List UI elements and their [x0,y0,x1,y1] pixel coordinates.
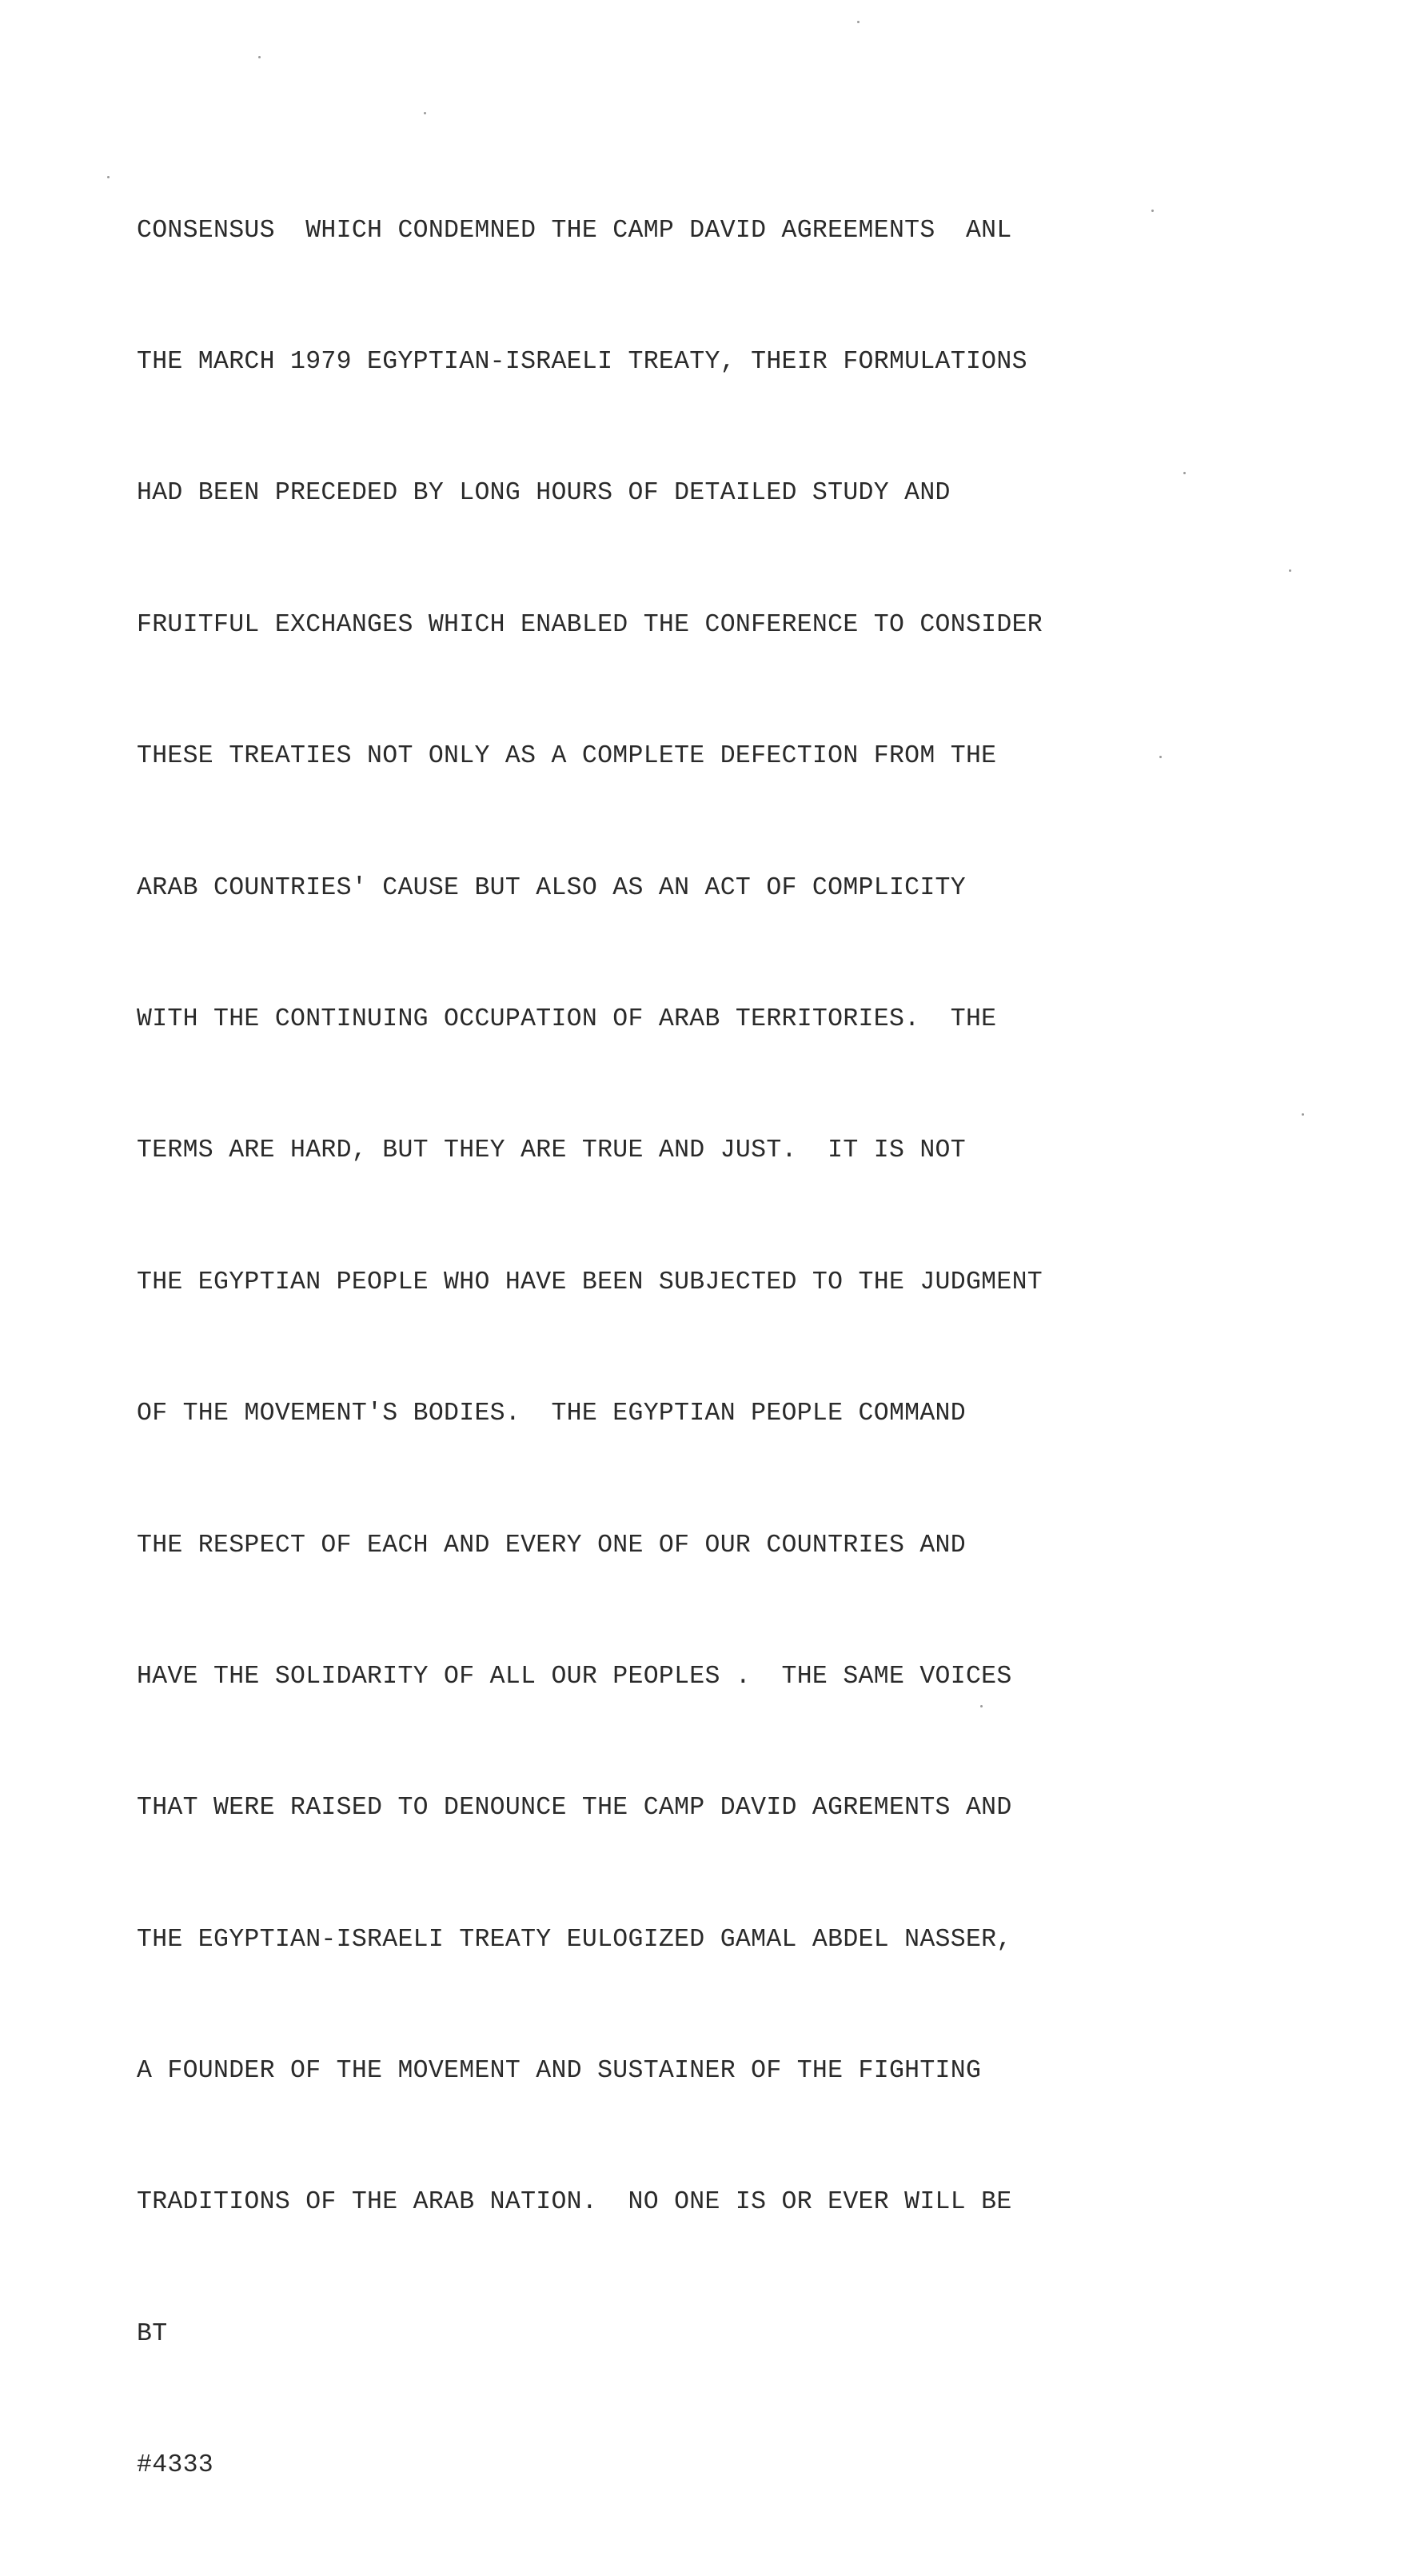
text-line-1: CONSENSUS WHICH CONDEMNED THE CAMP DAVID AGREEMENTS ANL [137,216,1012,245]
text-line-8: TERMS ARE HARD, BUT THEY ARE TRUE AND JUST. IT IS NOT [137,1136,966,1165]
text-line-7: WITH THE CONTINUING OCCUPATION OF ARAB TERRITORIES. THE [137,1004,997,1033]
message-number: #4333 [137,2451,214,2480]
text-line-5: THESE TREATIES NOT ONLY AS A COMPLETE DEFECTION FROM THE [137,742,997,771]
text-line-6: ARAB COUNTRIES' CAUSE BUT ALSO AS AN ACT OF COMPLICITY [137,873,966,902]
text-line-16: TRADITIONS OF THE ARAB NATION. NO ONE IS OR EVER WILL BE [137,2188,1012,2217]
text-line-10: OF THE MOVEMENT'S BODIES. THE EGYPTIAN PEOPLE COMMAND [137,1400,966,1428]
text-line-14: THE EGYPTIAN-ISRAELI TREATY EULOGIZED GAMAL ABDEL NASSER, [137,1925,1012,1954]
text-line-15: A FOUNDER OF THE MOVEMENT AND SUSTAINER OF THE FIGHTING [137,2057,982,2086]
text-line-13: THAT WERE RAISED TO DENOUNCE THE CAMP DAVID AGREMENTS AND [137,1794,1012,1823]
text-line-11: THE RESPECT OF EACH AND EVERY ONE OF OUR COUNTRIES AND [137,1531,966,1560]
break-marker: BT [137,2319,168,2348]
text-line-4: FRUITFUL EXCHANGES WHICH ENABLED THE CONFERENCE TO CONSIDER [137,610,1043,639]
text-line-12: HAVE THE SOLIDARITY OF ALL OUR PEOPLES . THE SAME VOICES [137,1662,1012,1691]
document-body [137,122,1176,2576]
text-line-2: THE MARCH 1979 EGYPTIAN-ISRAELI TREATY, THEIR FORMULATIONS [137,347,1027,376]
text-line-9: THE EGYPTIAN PEOPLE WHO HAVE BEEN SUBJECTED TO THE JUDGMENT [137,1268,1043,1296]
text-line-3: HAD BEEN PRECEDED BY LONG HOURS OF DETAILED STUDY AND [137,479,951,508]
